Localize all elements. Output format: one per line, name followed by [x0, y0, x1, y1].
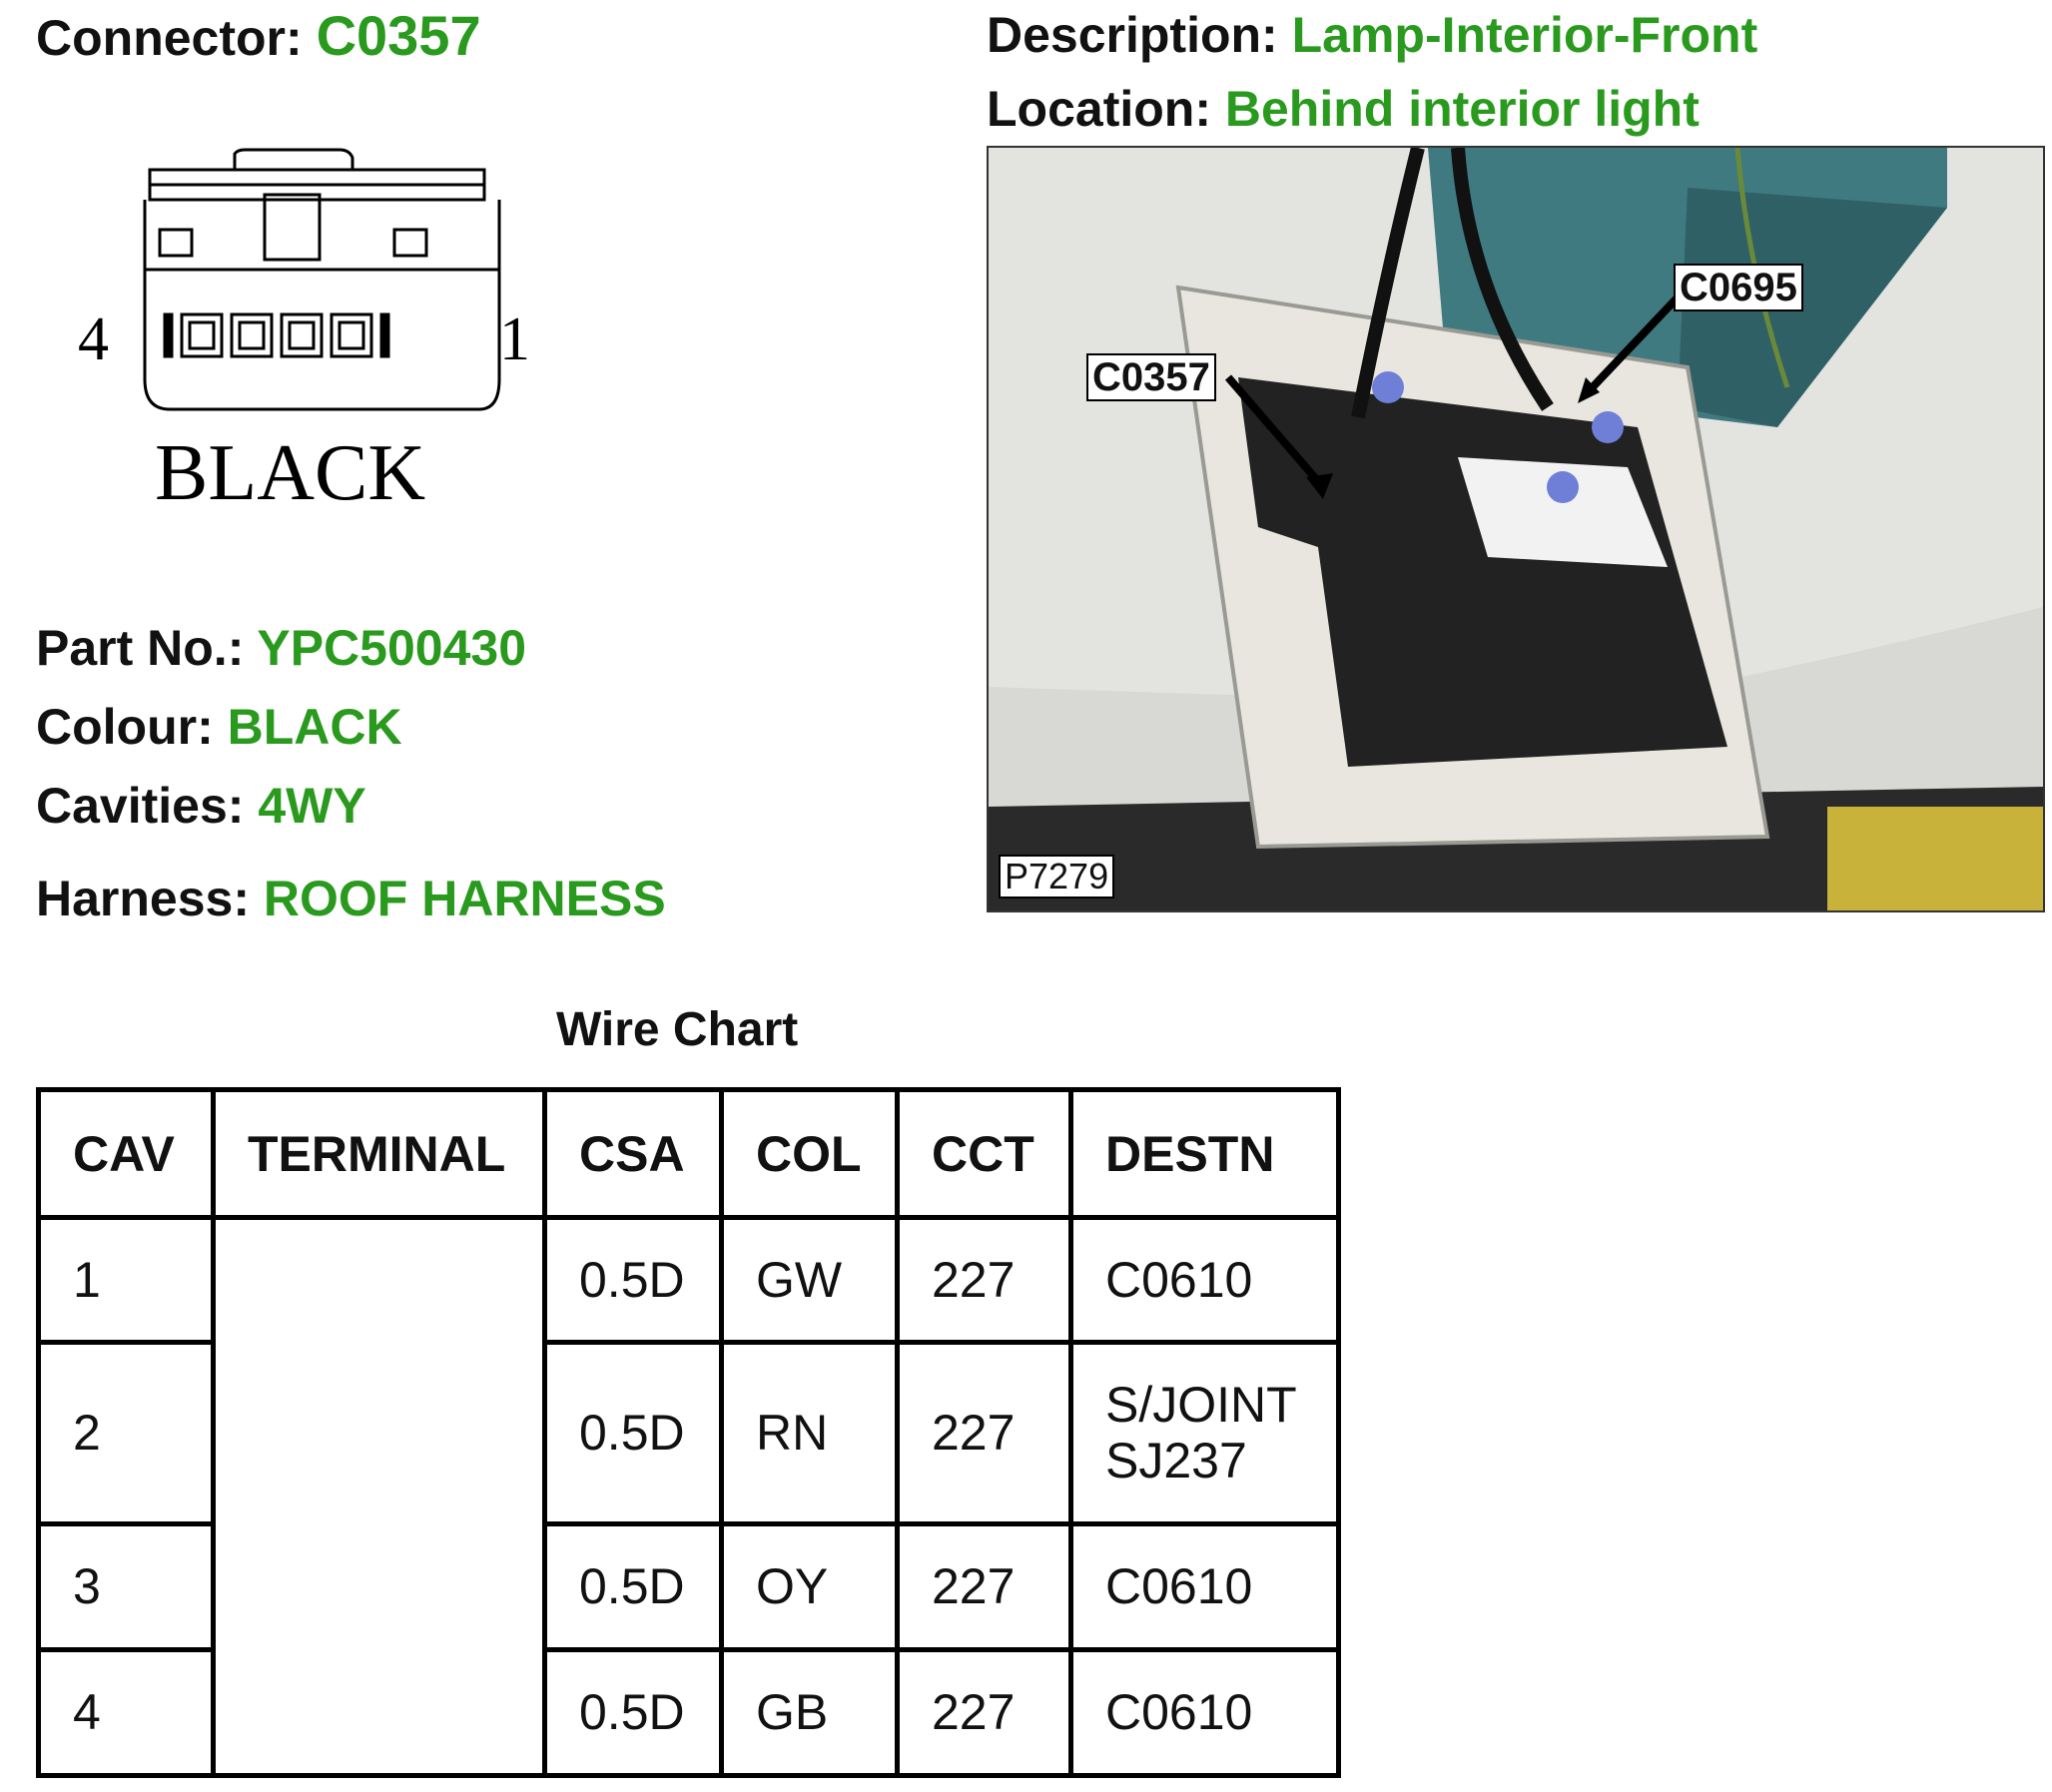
cell-cav: 1	[39, 1218, 214, 1343]
harness-label: Harness:	[36, 871, 250, 926]
cell-col: GB	[722, 1649, 898, 1775]
part-number-value: YPC500430	[257, 620, 527, 676]
cell-cav: 4	[39, 1649, 214, 1775]
connector-label: Connector:	[36, 10, 303, 66]
cell-destn: C0610	[1071, 1218, 1339, 1343]
part-number-field	[36, 620, 527, 676]
cavities-field	[36, 778, 366, 834]
cell-csa: 0.5D	[545, 1523, 722, 1649]
cell-col: RN	[722, 1343, 898, 1523]
connector-colour-text: BLACK	[155, 429, 426, 517]
connector-face-diagram	[60, 130, 559, 569]
header-destn: DESTN	[1071, 1090, 1339, 1218]
harness-field	[36, 871, 666, 926]
header-terminal: TERMINAL	[214, 1090, 545, 1218]
cell-csa: 0.5D	[545, 1343, 722, 1523]
description-label: Description:	[987, 7, 1278, 63]
part-number-label: Part No.:	[36, 620, 245, 676]
harness-value: ROOF HARNESS	[263, 871, 666, 926]
cavities-label: Cavities:	[36, 778, 245, 834]
table-row	[39, 1218, 1339, 1343]
cell-cav: 2	[39, 1343, 214, 1523]
cell-csa: 0.5D	[545, 1218, 722, 1343]
description-field	[987, 7, 1758, 63]
wire-chart-header-row	[39, 1090, 1339, 1218]
location-photo	[987, 146, 2045, 912]
location-label: Location:	[987, 81, 1211, 137]
cell-destn: S/JOINT SJ237	[1071, 1343, 1339, 1523]
cavities-value: 4WY	[258, 778, 366, 834]
wire-chart-title: Wire Chart	[556, 1003, 799, 1056]
callout-c0357: C0357	[1086, 353, 1216, 401]
cell-destn: C0610	[1071, 1649, 1339, 1775]
cell-csa: 0.5D	[545, 1649, 722, 1775]
connector-field	[36, 4, 481, 67]
wire-chart-table	[36, 1087, 1341, 1778]
pin-label-right: 1	[499, 305, 530, 373]
colour-value: BLACK	[227, 699, 402, 755]
cell-terminal	[214, 1218, 545, 1776]
cell-cav: 3	[39, 1523, 214, 1649]
pin-label-left: 4	[78, 305, 109, 373]
header-cct: CCT	[898, 1090, 1071, 1218]
header-col: COL	[722, 1090, 898, 1218]
connector-value: C0357	[316, 4, 481, 67]
header-csa: CSA	[545, 1090, 722, 1218]
cell-cct: 227	[898, 1218, 1071, 1343]
colour-field	[36, 699, 402, 755]
location-value: Behind interior light	[1224, 81, 1700, 137]
cell-cct: 227	[898, 1523, 1071, 1649]
location-field	[987, 81, 1700, 137]
description-value: Lamp-Interior-Front	[1291, 7, 1758, 63]
header-cav: CAV	[39, 1090, 214, 1218]
colour-label: Colour:	[36, 699, 214, 755]
cell-col: OY	[722, 1523, 898, 1649]
cell-cct: 227	[898, 1343, 1071, 1523]
callout-c0695: C0695	[1674, 264, 1803, 311]
cell-destn: C0610	[1071, 1523, 1339, 1649]
location-photo-drawing	[989, 148, 2043, 910]
cell-col: GW	[722, 1218, 898, 1343]
cell-cct: 227	[898, 1649, 1071, 1775]
photo-id: P7279	[999, 855, 1114, 898]
